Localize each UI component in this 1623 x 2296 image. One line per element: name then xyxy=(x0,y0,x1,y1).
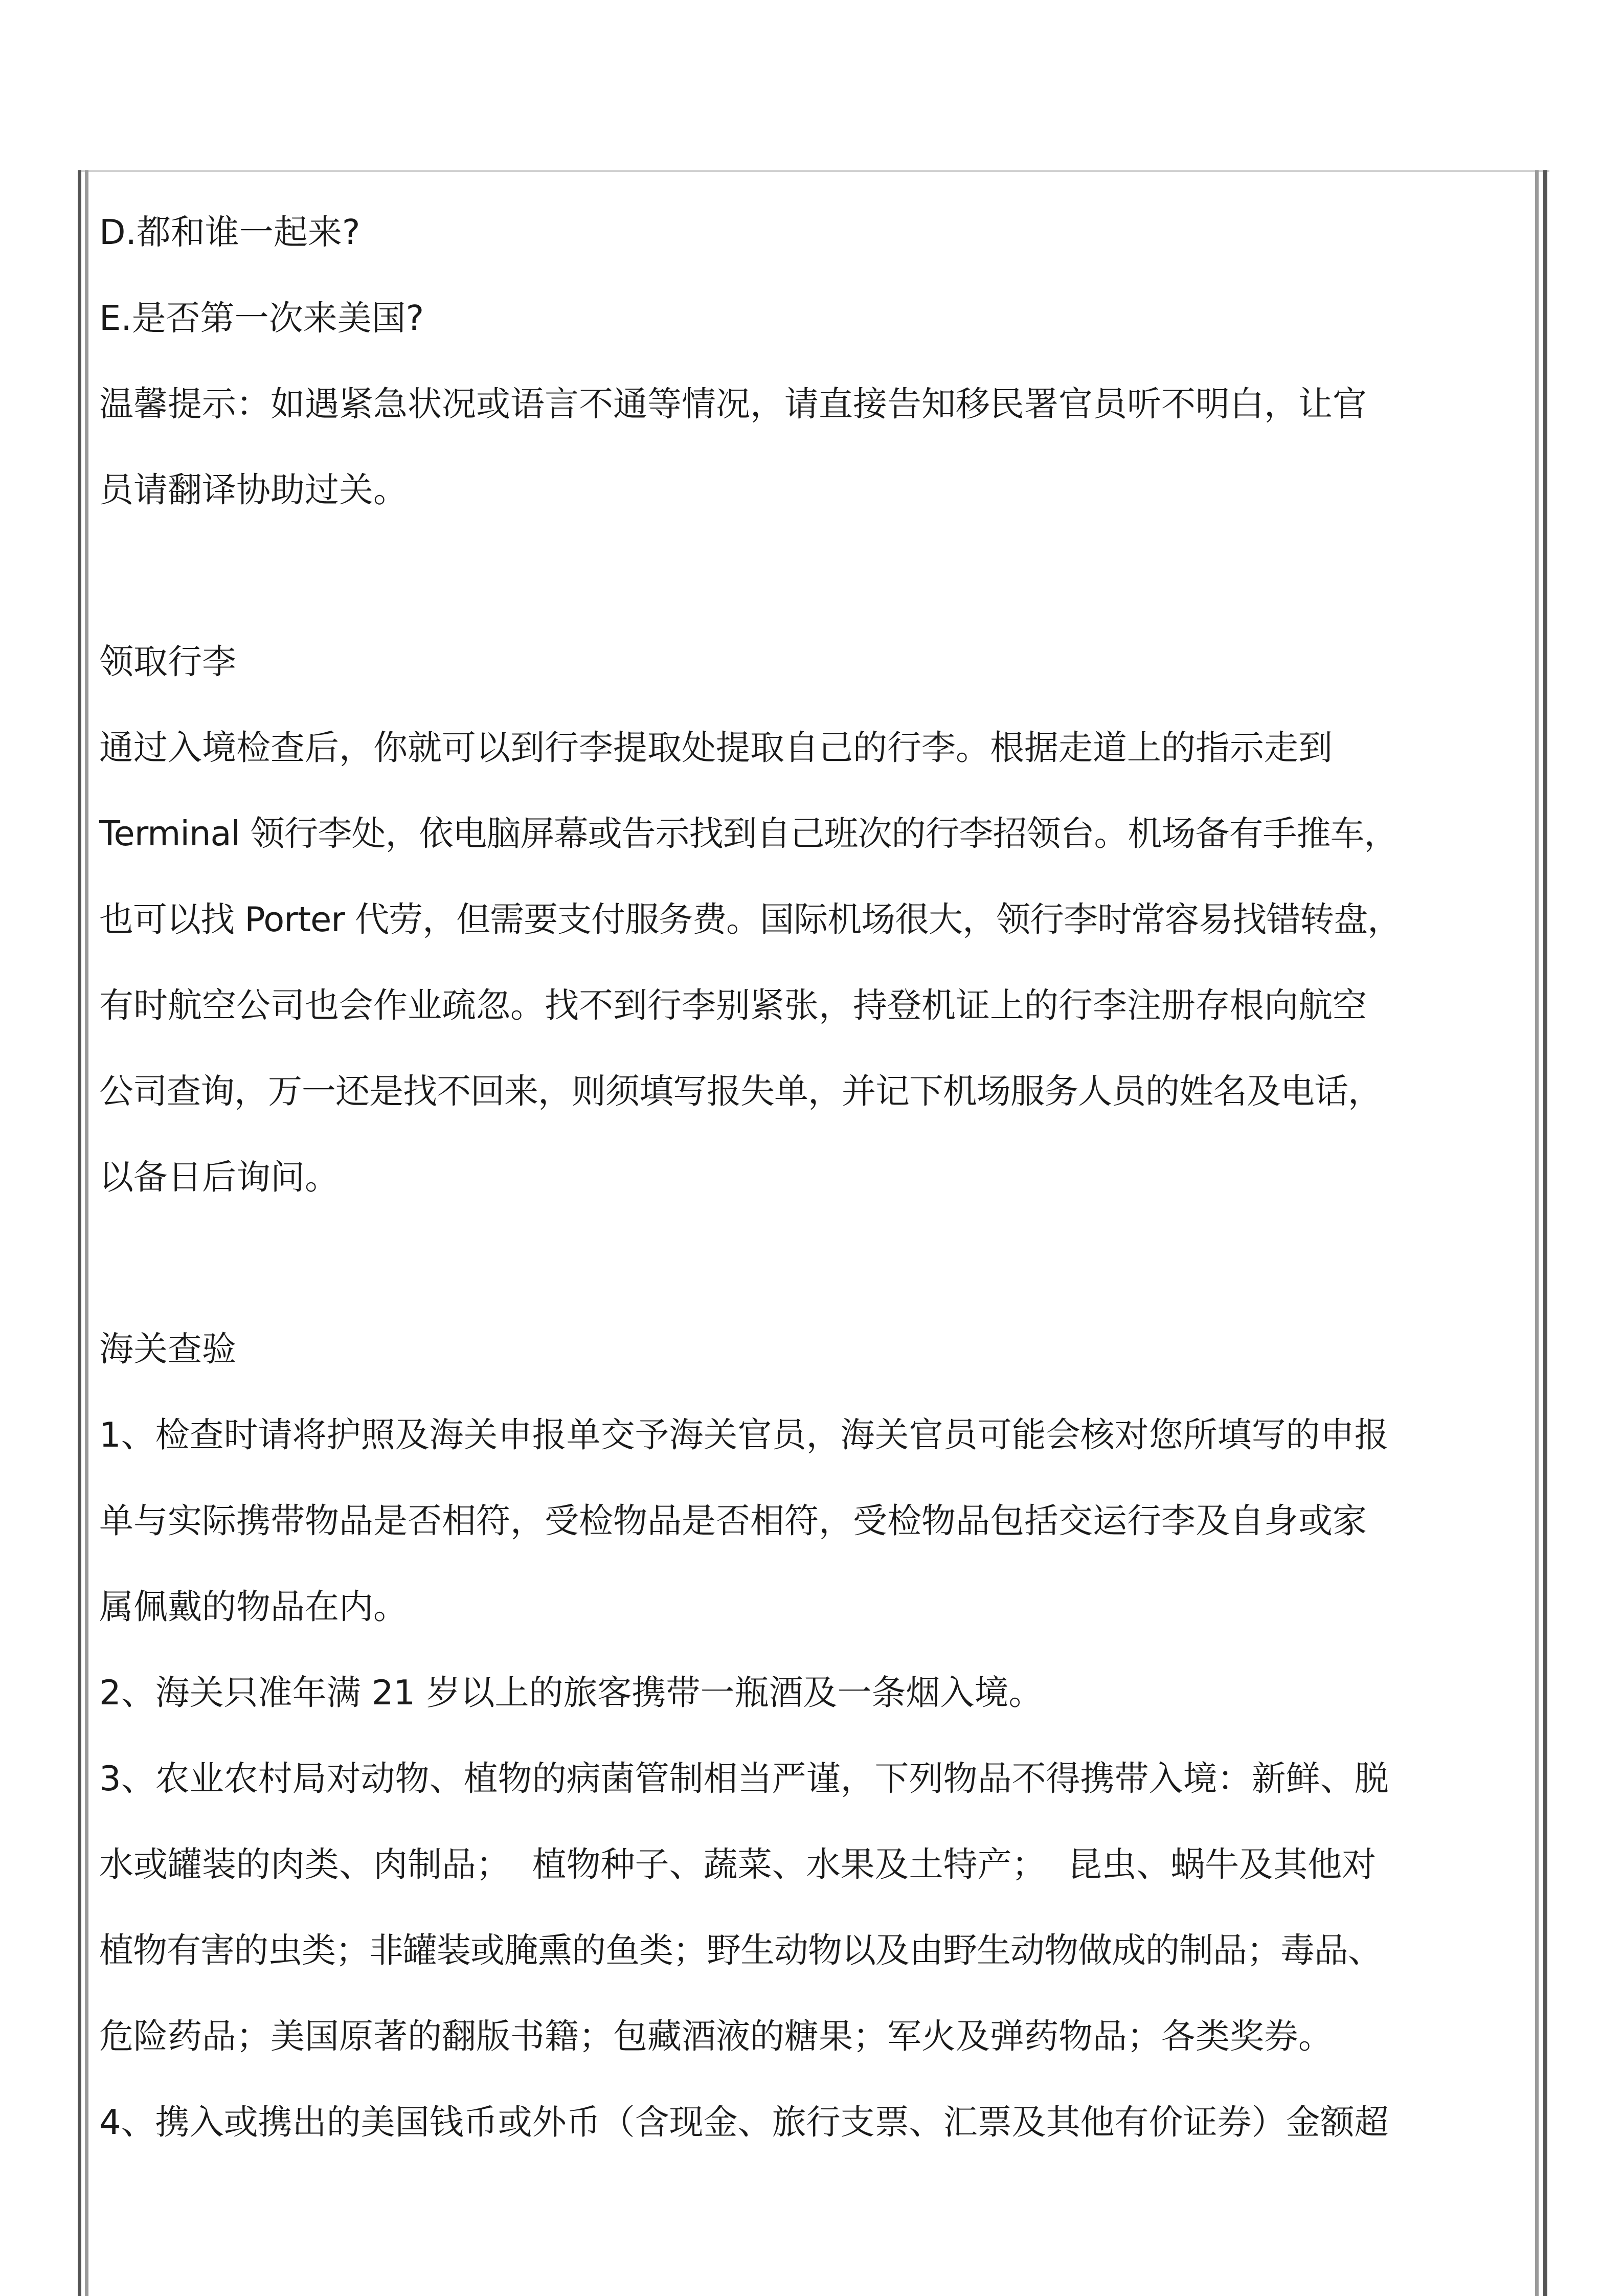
line-2: E.是否第一次来美国? xyxy=(99,298,424,338)
line-23: 4、携入或携出的美国钱币或外币（含现金、旅行支票、汇票及其他有价证券）金额超 xyxy=(99,2102,1389,2142)
left-border-outer xyxy=(78,170,81,2296)
blank-line xyxy=(99,533,1531,619)
line-1: D.都和谁一起来? xyxy=(99,212,360,252)
line-10: 有时航空公司也会作业疏忽。找不到行李别紧张，持登机证上的行李注册存根向航空 xyxy=(99,985,1367,1025)
line-22: 危险药品；美国原著的翻版书籍；包藏酒液的糖果；军火及弹药物品；各类奖券。 xyxy=(99,2016,1333,2056)
line-20: 水或罐装的肉类、肉制品； 植物种子、蔬菜、水果及土特产； 昆虫、蜗牛及其他对 xyxy=(99,1844,1377,1884)
right-border-inner xyxy=(1535,170,1539,2296)
line-8: Terminal 领行李处，依电脑屏幕或告示找到自己班次的行李招领台。机场备有手推车， xyxy=(99,814,1398,853)
line-3: 温馨提示：如遇紧急状况或语言不通等情况，请直接告知移民署官员听不明白，让官 xyxy=(99,384,1367,424)
line-17: 属佩戴的物品在内。 xyxy=(99,1587,408,1627)
line-12: 以备日后询问。 xyxy=(99,1157,339,1197)
line-11: 公司查询，万一还是找不回来，则须填写报失单，并记下机场服务人员的姓名及电话， xyxy=(99,1071,1382,1111)
blank-line xyxy=(99,1220,1531,1306)
left-border-inner xyxy=(85,170,88,2296)
line-18: 2、海关只准年满 21 岁以上的旅客携带一瓶酒及一条烟入境。 xyxy=(99,1673,1043,1713)
line-16: 单与实际携带物品是否相符，受检物品是否相符，受检物品包括交运行李及自身或家 xyxy=(99,1501,1367,1541)
line-9: 也可以找 Porter 代劳，但需要支付服务费。国际机场很大，领行李时常容易找错转盘， xyxy=(99,899,1402,939)
section-heading-luggage: 领取行李 xyxy=(99,642,236,682)
section-heading-customs: 海关查验 xyxy=(99,1329,236,1369)
line-15: 1、检查时请将护照及海关申报单交予海关官员，海关官员可能会核对您所填写的申报 xyxy=(99,1415,1389,1455)
line-4: 员请翻译协助过关。 xyxy=(99,470,408,510)
line-19: 3、农业农村局对动物、植物的病菌管制相当严谨，下列物品不得携带入境：新鲜、脱 xyxy=(99,1759,1389,1798)
line-7: 通过入境检查后，你就可以到行李提取处提取自己的行李。根据走道上的指示走到 xyxy=(99,728,1333,768)
document-body xyxy=(99,189,1531,2165)
right-border-outer xyxy=(1543,170,1547,2296)
line-21: 植物有害的虫类；非罐装或腌熏的鱼类；野生动物以及由野生动物做成的制品；毒品、 xyxy=(99,1930,1382,1970)
